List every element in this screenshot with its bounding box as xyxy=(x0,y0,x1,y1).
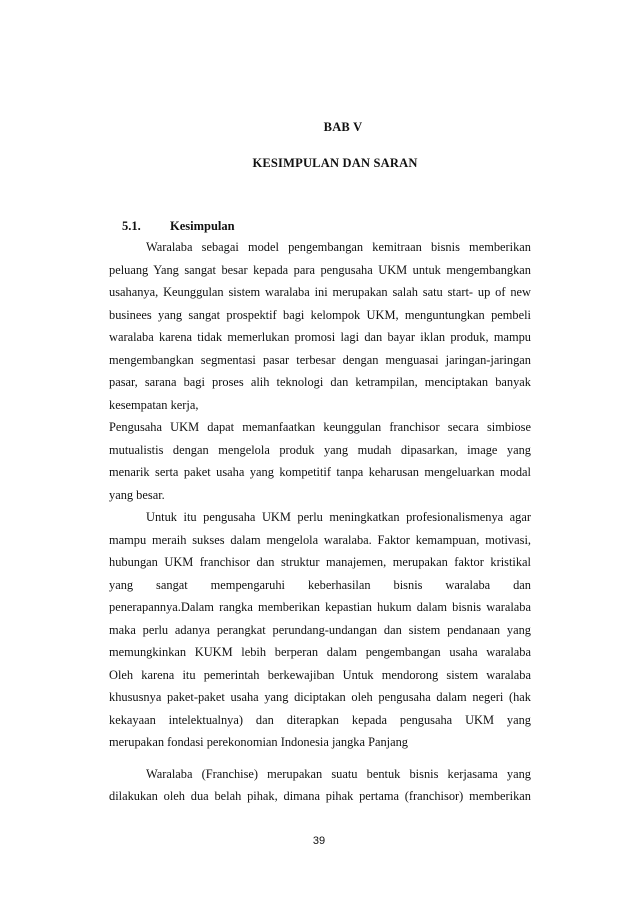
section-number: 5.1. xyxy=(122,219,141,233)
text-line: waralaba karena tidak memerlukan promosi lagi dan bayar iklan produk, mampu xyxy=(109,330,531,344)
body-text xyxy=(109,236,531,808)
text-line: mampu meraih sukses dalam mengelola waralaba. Faktor kemampuan, motivasi, xyxy=(109,532,531,547)
text-line: maka perlu adanya perangkat perundang-undangan dan sistem pendanaan yang xyxy=(109,622,531,637)
text-line: yang sangat mempengaruhi keberhasilan bisnis waralaba dan xyxy=(109,577,531,592)
text-line: dilakukan oleh dua belah pihak, dimana pihak pertama (franchisor) memberikan xyxy=(109,789,531,803)
text-line: penerapannya.Dalam rangka memberikan kepastian hukum dalam bisnis waralaba xyxy=(109,600,531,614)
text-line: yang besar. xyxy=(109,487,165,502)
text-line: pasar, sarana bagi proses alih teknologi dan ketrampilan, menciptakan banyak xyxy=(109,375,531,389)
text-line: Oleh karena itu pemerintah berkewajiban Untuk mendorong sistem waralaba xyxy=(109,667,531,682)
section-title: Kesimpulan xyxy=(170,219,235,233)
section-heading xyxy=(122,219,235,234)
text-line: Waralaba (Franchise) merupakan suatu bentuk bisnis kerjasama yang xyxy=(146,766,531,781)
text-line: mutualistis dengan mengelola produk yang mudah dipasarkan, image yang xyxy=(109,442,531,457)
text-line: Untuk itu pengusaha UKM perlu meningkatkan profesionalismenya agar xyxy=(146,510,531,524)
text-line: mengembangkan segmentasi pasar terbesar dengan menguasai jaringan-jaringan xyxy=(109,352,531,367)
text-line: businees yang sangat prospektif bagi kelompok UKM, menguntungkan pembeli xyxy=(109,307,531,322)
text-line: kesempatan kerja, xyxy=(109,397,199,412)
text-line: menarik serta paket usaha yang kompetitif tanpa keharusan mengeluarkan modal xyxy=(109,465,531,479)
text-line: peluang Yang sangat besar kepada para pengusaha UKM untuk mengembangkan xyxy=(109,262,531,277)
text-line: hubungan UKM franchisor dan struktur manajemen, merupakan faktor kristikal xyxy=(109,555,531,569)
chapter-heading: BAB V xyxy=(323,120,363,134)
text-line: usahanya, Keunggulan sistem waralaba ini merupakan salah satu start- up of new xyxy=(109,285,531,299)
text-line: merupakan fondasi perekonomian Indonesia jangka Panjang xyxy=(109,735,409,749)
page-number: 39 xyxy=(312,835,326,847)
text-line: Pengusaha UKM dapat memanfaatkan keunggulan franchisor secara simbiose xyxy=(109,420,531,434)
text-line: khususnya paket-paket usaha yang diciptakan oleh pengusaha dalam negeri (hak xyxy=(109,690,531,704)
chapter-title: KESIMPULAN DAN SARAN xyxy=(252,156,418,170)
text-line: memungkinkan KUKM lebih berperan dalam pengembangan usaha waralaba xyxy=(109,645,531,659)
text-line: kekayaan intelektualnya) dan diterapkan kepada pengusaha UKM yang xyxy=(109,712,531,727)
text-line: Waralaba sebagai model pengembangan kemitraan bisnis memberikan xyxy=(146,240,531,254)
